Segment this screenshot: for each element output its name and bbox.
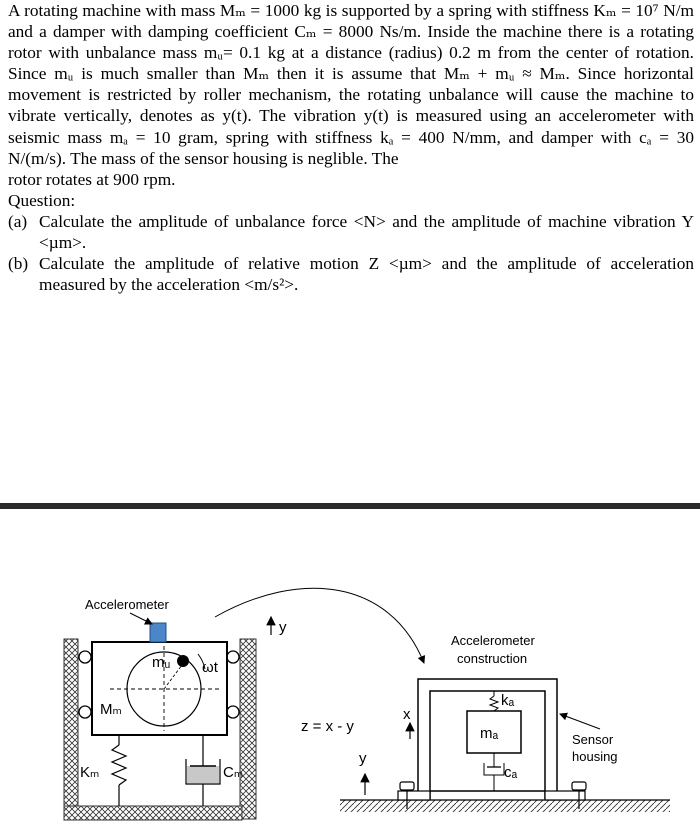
equation-label: z = x - y <box>301 718 354 735</box>
roller <box>79 651 91 663</box>
problem-document <box>8 0 694 295</box>
housing-pointer <box>560 714 600 729</box>
statement-line: using an accelerometer with seismic mass mₐ = 10 gram, spring with stiffness kₐ = 400 <box>8 106 694 147</box>
accelerometer-pointer <box>130 613 152 624</box>
statement-line: A rotating machine with mass Mₘ = 1000 kg is supported by a spring with stiffness Kₘ = <box>8 1 631 20</box>
housing-foot-left <box>398 791 430 800</box>
statement-line: there is a rotating rotor with unbalance mass mᵤ= 0.1 kg at a distance (radius) 0.2 m from <box>8 22 694 63</box>
housing-label-1: Sensor <box>572 732 614 747</box>
question-b <box>8 253 694 295</box>
statement-line: Mₘ. Since horizontal movement is restricted by roller mechanism, the rotating unbalance <box>8 64 694 105</box>
left-wall-block <box>64 639 78 819</box>
y2-label: y <box>359 750 367 767</box>
damper-fluid <box>187 766 219 783</box>
roller <box>227 706 239 718</box>
question-a-text: Calculate the amplitude of unbalance force <N> and the amplitude of machine vibration Y <µm>. <box>39 211 694 253</box>
unbalance-mass <box>177 655 189 667</box>
statement-line: will cause the machine to vibrate vertically, denotes as y(t). The vibration y(t) is measured <box>8 85 694 126</box>
spring-coil <box>112 745 126 785</box>
accelerometer-label: Accelerometer <box>85 597 169 612</box>
y-label: y <box>279 619 287 636</box>
construction-label-2: construction <box>457 651 528 666</box>
ground-hatch <box>340 800 670 812</box>
statement-line: the center of rotation. Since mᵤ is much smaller than Mₘ then it is assume that Mₘ + mᵤ ≈ <box>8 43 694 84</box>
right-wall-block <box>240 639 256 819</box>
question-heading: Question: <box>8 190 76 210</box>
spring-label: Kₘ <box>80 764 100 781</box>
roller <box>227 651 239 663</box>
housing-label-2: housing <box>572 749 618 764</box>
bolt-head-right <box>572 782 586 790</box>
statement-line: 10⁷ N/m and a damper with damping coefficient Cₘ = 8000 Ns/m. Inside the machine <box>8 1 694 42</box>
problem-statement <box>8 0 694 169</box>
machine-diagram <box>0 509 700 830</box>
construction-label-1: Accelerometer <box>451 633 535 648</box>
statement-last-line: rotor rotates at 900 rpm. <box>8 169 176 189</box>
question-b-label: (b) <box>8 254 29 274</box>
ca-label: cₐ <box>504 764 518 781</box>
x-label: x <box>403 706 411 723</box>
accelerometer-block <box>150 623 166 642</box>
ground-block <box>64 806 242 820</box>
statement-line: N/mm, and damper with cₐ = 30 N/(m/s). The mass of the sensor housing is neglible. The <box>8 127 694 168</box>
damper-label: Cₘ <box>223 764 244 781</box>
diagram-svg <box>0 509 700 830</box>
roller <box>79 706 91 718</box>
ka-label: kₐ <box>501 692 515 709</box>
omega-label: ωt <box>202 659 218 676</box>
bolt-head-left <box>400 782 414 790</box>
question-b-text: Calculate the amplitude of relative motion Z <µm> and the amplitude of acceleration measured by the acceleration <m/s²>. <box>39 254 694 295</box>
mass-label: Mₘ <box>100 701 122 718</box>
question-a <box>8 211 694 253</box>
question-a-label: (a) <box>8 211 28 231</box>
ka-spring <box>490 696 498 711</box>
ma-label: mₐ <box>480 725 499 742</box>
mu-label: mᵤ <box>152 654 171 671</box>
